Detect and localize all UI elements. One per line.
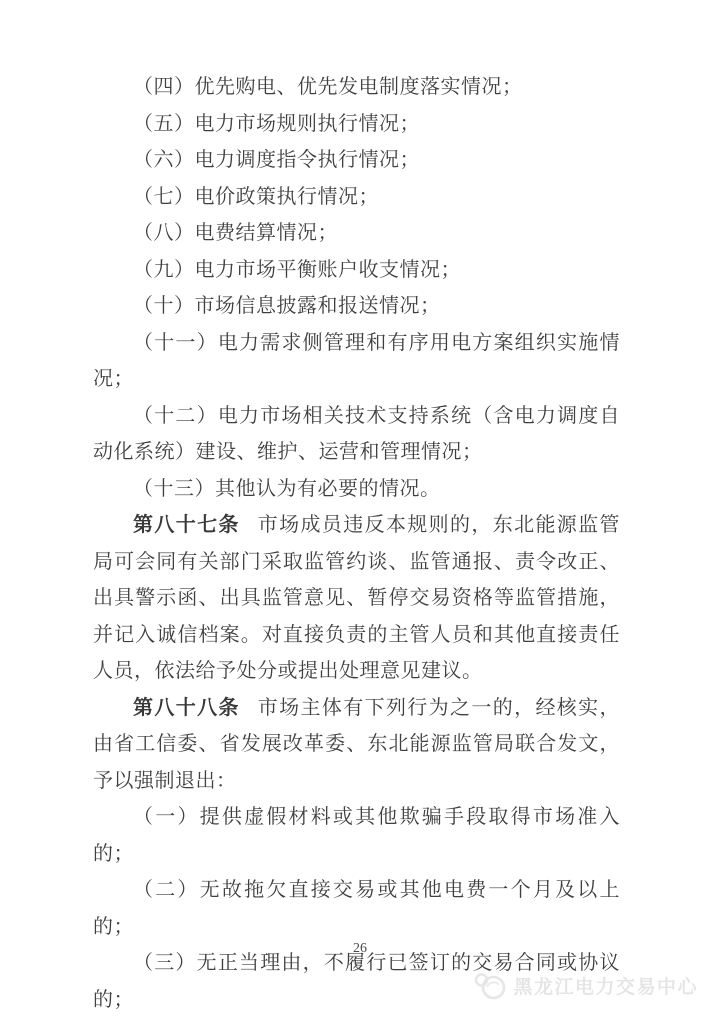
- item-5: （五）电力市场规则执行情况；: [133, 112, 420, 135]
- item-6: （六）电力调度指令执行情况；: [133, 149, 420, 171]
- item-1: （一）提供虚假材料或其他欺骗手段取得市场准入的；: [93, 806, 620, 865]
- item-3: （三）无正当理由，不履行已签订的交易合同或协议的；: [93, 952, 620, 1011]
- item-13: （十三）其他认为有必要的情况。: [133, 477, 441, 500]
- item-11: （十一）电力需求侧管理和有序用电方案组织实施情况；: [93, 331, 620, 390]
- item-2: （二）无故拖欠直接交易或其他电费一个月及以上的；: [93, 879, 620, 938]
- item-9: （九）电力市场平衡账户收支情况；: [133, 258, 461, 281]
- watermark: [472, 968, 698, 1002]
- item-10: （十）市场信息披露和报送情况；: [133, 295, 441, 317]
- trading-center-logo-icon: [472, 968, 508, 1002]
- item-12: （十二）电力市场相关技术支持系统（含电力调度自动化系统）建设、维护、运营和管理情况；: [93, 404, 620, 463]
- watermark-label: 黑龙江电力交易中心: [513, 976, 698, 998]
- item-4: （四）优先购电、优先发电制度落实情况；: [133, 76, 523, 98]
- item-8: （八）电费结算情况；: [133, 222, 338, 244]
- article-87: [93, 507, 620, 690]
- article-87-number: 第八十七条: [133, 514, 240, 536]
- document-body: [93, 69, 620, 1018]
- item-7: （七）电价政策执行情况；: [133, 185, 379, 208]
- article-88-number: 第八十八条: [133, 696, 240, 719]
- article-87-text: 市场成员违反本规则的，东北能源监管局可会同有关部门采取监管约谈、监管通报、责令改正、出具警示函、出具监管意见、暂停交易资格等监管措施，并记入诚信档案。对直接负责的主管人员和其他直接责任人员，依法给予处分或提出处理意见建议。: [93, 514, 621, 682]
- page-number: 26: [353, 941, 367, 956]
- article-88-text: 市场主体有下列行为之一的，经核实，由省工信委、省发展改革委、东北能源监管局联合发文，予以强制退出：: [93, 696, 621, 792]
- article-88: [93, 690, 620, 800]
